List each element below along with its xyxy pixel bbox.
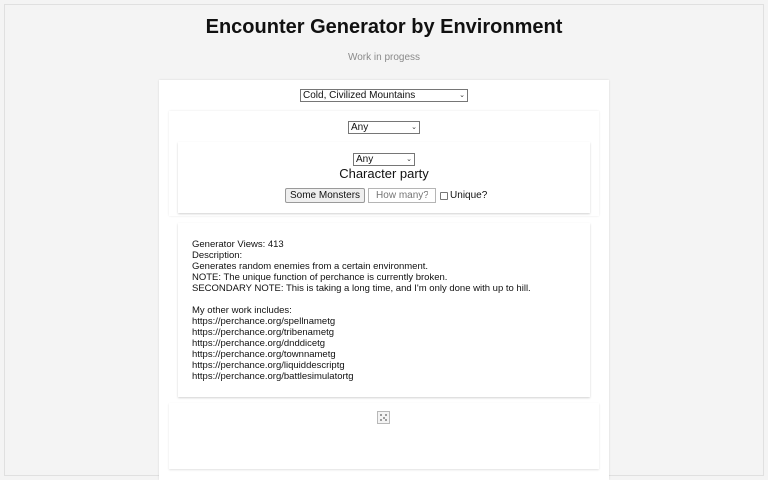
other-work-link: https://perchance.org/battlesimulatortg: [192, 371, 354, 382]
type-card: [169, 111, 599, 216]
party-select-value: Any: [356, 154, 374, 165]
chevron-down-icon: ⌄: [411, 124, 417, 131]
description-line: SECONDARY NOTE: This is taking a long time, and I'm only done with up to hill.: [192, 283, 531, 294]
footer-area: [169, 403, 599, 469]
other-work-link: https://perchance.org/townnametg: [192, 349, 336, 360]
party-label: Character party: [339, 166, 429, 181]
other-work-heading: My other work includes:: [192, 305, 292, 316]
monster-type-select-value: Any: [351, 122, 369, 133]
page-title: Encounter Generator by Environment: [205, 16, 563, 38]
environment-select[interactable]: [300, 89, 468, 102]
monster-type-select[interactable]: [348, 121, 420, 134]
generator-views: Generator Views: 413: [192, 239, 284, 250]
how-many-input[interactable]: [368, 188, 436, 203]
party-select[interactable]: [353, 153, 415, 166]
party-card: [178, 142, 590, 213]
description-line: Generates random enemies from a certain environment.: [192, 261, 429, 272]
description-line: NOTE: The unique function of perchance is currently broken.: [192, 272, 448, 283]
chevron-down-icon: ⌄: [459, 92, 465, 99]
description-card: [178, 223, 590, 397]
some-monsters-button[interactable]: Some Monsters: [285, 188, 365, 203]
other-work-link: https://perchance.org/liquiddescriptg: [192, 360, 345, 371]
chevron-down-icon: ⌄: [406, 156, 412, 163]
spacer: [192, 294, 576, 305]
generator-card: [159, 80, 609, 480]
unique-checkbox-label: Unique?: [450, 190, 488, 201]
page-subtitle: Work in progess: [347, 52, 421, 63]
dice-icon[interactable]: [377, 411, 390, 424]
unique-checkbox[interactable]: [440, 192, 448, 200]
description-line: Description:: [192, 250, 243, 261]
other-work-link: https://perchance.org/dnddicetg: [192, 338, 326, 349]
unique-checkbox-wrapper[interactable]: [440, 190, 487, 201]
action-row: [285, 188, 487, 203]
other-work-link: https://perchance.org/tribenametg: [192, 327, 335, 338]
other-work-link: https://perchance.org/spellnametg: [192, 316, 336, 327]
environment-select-value: Cold, Civilized Mountains: [303, 90, 416, 101]
